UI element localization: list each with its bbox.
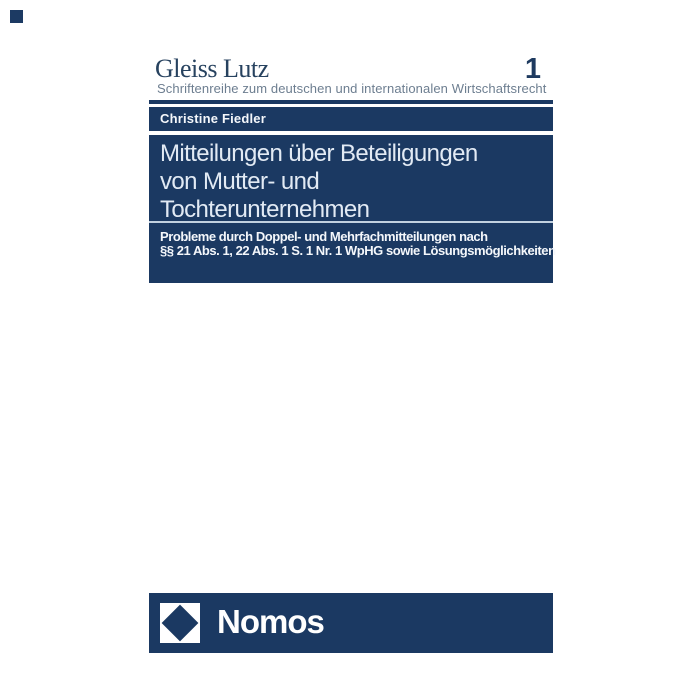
title-zone — [149, 135, 553, 221]
series-volume-number: 1 — [524, 53, 541, 85]
nomos-diamond-icon — [160, 603, 200, 643]
diamond-shape — [162, 605, 199, 642]
series-subtitle: Schriftenreihe zum deutschen und internationalen Wirtschaftsrecht — [157, 81, 547, 96]
publisher-bar — [149, 593, 553, 653]
gleiss-lutz-logo: Gleiss Lutz — [155, 54, 269, 83]
header-rule — [149, 100, 553, 104]
corner-registration-mark — [10, 10, 23, 23]
subtitle-zone — [149, 223, 556, 258]
book-subtitle-line-1: Probleme durch Doppel- und Mehrfachmitteilungen nach — [160, 229, 488, 244]
nomos-wordmark: Nomos — [217, 603, 324, 640]
author-name: Christine Fiedler — [160, 111, 266, 126]
book-title-line-2: von Mutter- und — [160, 168, 320, 195]
book-title-line-1: Mitteilungen über Beteiligungen — [160, 140, 478, 167]
author-bar — [149, 107, 553, 131]
title-box — [149, 135, 556, 283]
book-subtitle-line-2: §§ 21 Abs. 1, 22 Abs. 1 S. 1 Nr. 1 WpHG sowie Lösungsmöglichkeiten — [160, 242, 556, 258]
book-title-line-3: Tochterunternehmen — [160, 196, 370, 223]
